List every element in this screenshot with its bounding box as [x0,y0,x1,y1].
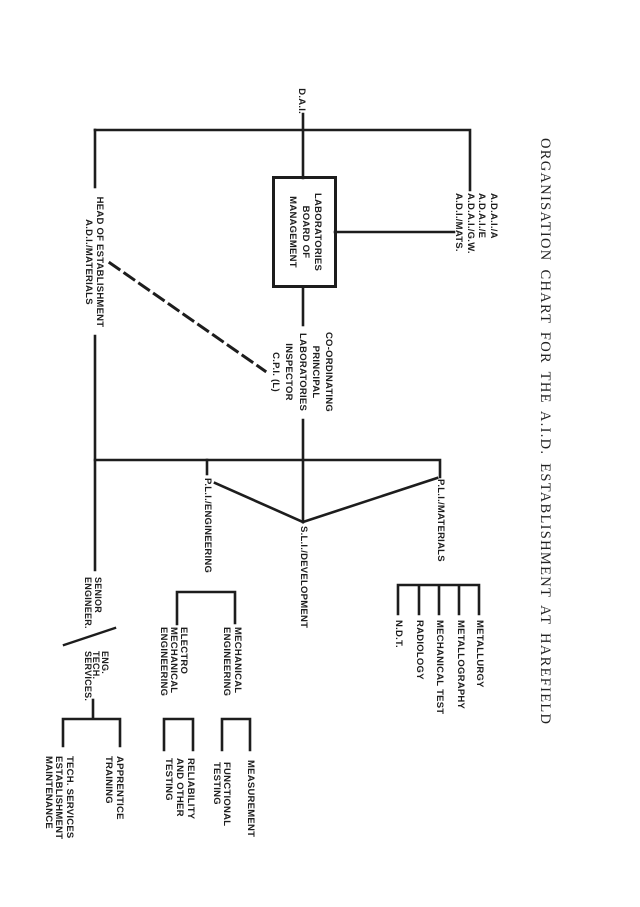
electro-line: ELECTRO [178,627,189,675]
reliability-line: RELIABILITY [185,758,196,820]
node-senior-engineer [83,577,102,629]
reliability-line: TESTING [163,758,174,801]
node-functional-testing [211,762,231,826]
adai-line: A.D.A.I./E [476,193,488,239]
reliability-line: AND OTHER [174,758,185,817]
fork-electro-testing-bracket [164,719,193,750]
tech-services-line: ESTABLISHMENT [53,756,65,840]
node-adai-list [453,193,499,254]
node-sli-development: S.L.I./DEVELOPMENT [298,526,309,629]
head-line: HEAD OF ESTABLISHMENT [94,196,105,328]
ets-line: SERVICES. [83,651,93,702]
senior-line: SENIOR [93,577,103,614]
electro-line: ENGINEERING [158,627,169,697]
node-metallography: METALLOGRAPHY [455,620,466,710]
line-trunk-lower-and-materials-arm [95,460,440,477]
cpi-line: CO-ORDINATING [323,331,334,413]
mech-eng-line: MECHANICAL [232,627,243,694]
node-head-of-establishment [83,187,105,337]
tech-services-line: TECH. SERVICES [64,756,75,839]
node-mechanical-test: MECHANICAL TEST [434,620,445,715]
node-metallurgy: METALLURGY [474,620,485,688]
node-apprentice-training [103,756,125,820]
electro-line: MECHANICAL [168,627,179,694]
board-line: BOARD OF [299,205,311,259]
ets-line: ENG. [100,651,110,675]
node-electro-mechanical-engineering [158,627,188,696]
fork-engineering-bracket [177,592,235,624]
fork-training-bracket [63,719,120,746]
line-head-to-cpi-dashed [110,263,265,371]
node-ndt: N.D.T. [393,620,404,648]
fork-mech-testing-bracket [222,719,250,750]
cpi-line: C.P.I. (L) [270,352,282,392]
node-pli-engineering: P.L.I./ENGINEERING [202,478,213,574]
node-mechanical-engineering [221,627,243,696]
cpi-line: LABORATORIES [296,332,308,412]
tech-services-line: MAINTENANCE [43,756,54,829]
adai-line: A.D.A.I./A [488,193,499,239]
line-diagonal-materials-sli [303,478,437,522]
head-line: A.D.I./MATERIALS [83,219,94,305]
adai-line: A.D.I./MATS. [453,193,465,252]
node-reliability-testing [163,758,196,819]
node-dai: D.A.I. [296,88,307,114]
apprentice-line: APPRENTICE [114,756,125,820]
node-eng-tech-services [84,651,110,701]
line-diagonal-engineering-sli [215,483,303,522]
chart-title: ORGANISATION CHART FOR THE A.I.D. ESTABLISHMENT AT HAREFIELD [537,138,553,726]
cpi-line: PRINCIPAL [309,345,321,399]
apprentice-line: TRAINING [103,756,114,804]
node-cpi [269,324,335,420]
line-title-slash [64,628,115,645]
ets-line: TECH. [91,651,102,680]
node-pli-materials: P.L.I./MATERIALS [435,479,446,562]
board-line: LABORATORIES [312,192,324,272]
node-measurement: MEASUREMENT [245,760,256,838]
node-radiology: RADIOLOGY [414,620,425,680]
board-line: MANAGEMENT [287,196,299,268]
mech-eng-line: ENGINEERING [221,627,232,697]
fork-materials-bracket [398,585,479,614]
node-laboratories-board [272,176,337,288]
cpi-line: INSPECTOR [283,343,295,401]
adai-line: A.D.A.I./G.W. [465,193,476,254]
functional-line: FUNCTIONAL [221,762,232,827]
node-tech-services-establishment [43,756,75,839]
senior-line: ENGINEER. [83,577,94,629]
functional-line: TESTING [211,762,222,805]
